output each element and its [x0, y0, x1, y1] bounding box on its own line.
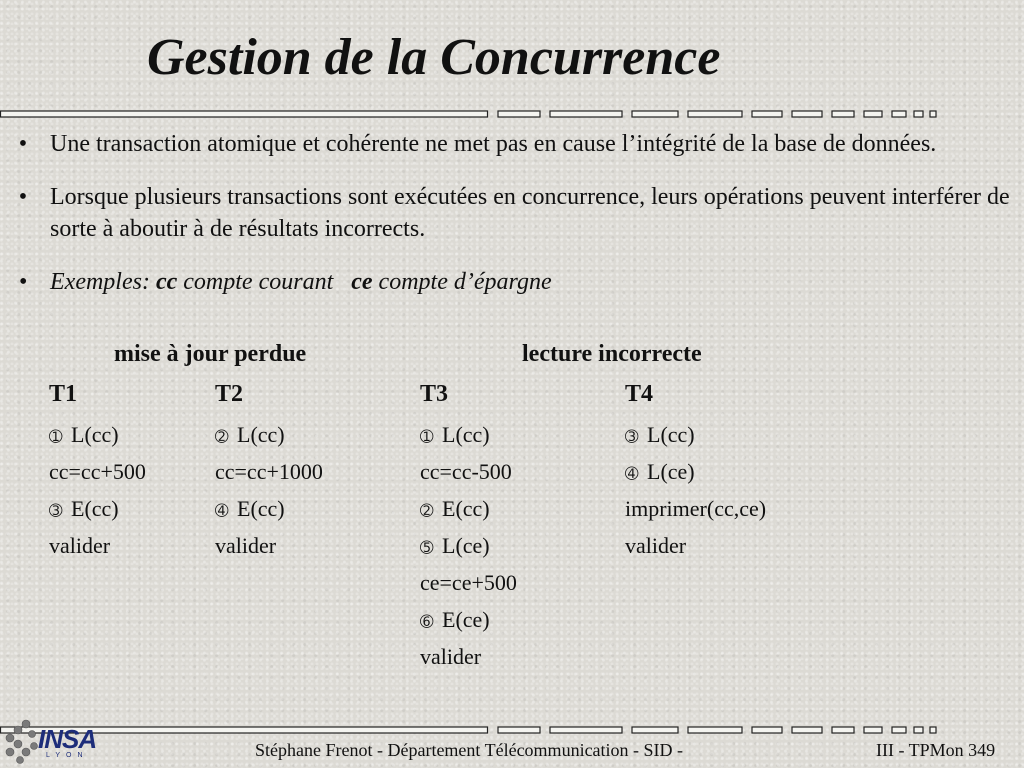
bullet-item [12, 128, 1012, 160]
step-number-icon: ➁ [420, 501, 434, 520]
operation-text: valider [49, 533, 111, 558]
operation-row [625, 496, 766, 533]
operation-text: imprimer(cc,ce) [625, 496, 767, 521]
operation-row [420, 644, 517, 681]
transaction-column-t2 [215, 380, 323, 570]
transaction-column-t3 [420, 380, 517, 681]
step-number-icon: ➅ [420, 612, 434, 631]
bullet-marker: • [18, 131, 28, 157]
step-number-icon: ➃ [625, 464, 639, 483]
step-number-icon: ➂ [49, 501, 63, 520]
transaction-header: T3 [420, 381, 449, 407]
transaction-header: T2 [215, 381, 244, 407]
operation-text: E(cc) [442, 496, 490, 521]
operation-text: L(cc) [442, 422, 490, 447]
operation-text: valider [215, 533, 277, 558]
cc-abbreviation: cc [155, 269, 178, 295]
bottom-divider [0, 726, 940, 734]
step-number-icon: ➂ [625, 427, 639, 446]
bullet-text: Lorsque plusieurs transactions sont exécutées en concurrence, leurs opérations peuvent interférer de sorte à aboutir à de résultats incorrects. [50, 184, 1010, 242]
operation-text: valider [420, 644, 482, 669]
bullet-list [12, 128, 1012, 298]
operation-row [49, 422, 146, 459]
operation-text: L(ce) [442, 533, 490, 558]
operation-row [420, 533, 517, 570]
heading-dirty-read: lecture incorrecte [522, 341, 702, 367]
logo-wordmark: INSA [38, 724, 97, 754]
insa-logo [0, 712, 104, 768]
operation-text: L(cc) [647, 422, 695, 447]
transaction-column-t4 [625, 380, 766, 570]
bullet-text: Une transaction atomique et cohérente ne met pas en cause l’intégrité de la base de données. [50, 131, 937, 157]
transaction-header: T4 [625, 381, 654, 407]
operation-row [420, 422, 517, 459]
operation-text: E(cc) [237, 496, 285, 521]
operation-row [215, 459, 323, 496]
operation-text: E(ce) [442, 607, 490, 632]
bullet-item [12, 181, 1012, 245]
step-number-icon: ➄ [420, 538, 434, 557]
operation-row [420, 496, 517, 533]
footer-author: Stéphane Frenot - Département Télécommunication - SID - [255, 740, 684, 760]
operation-row [625, 422, 766, 459]
operation-row [49, 496, 146, 533]
examples-prefix: Exemples: [50, 269, 156, 295]
ce-abbreviation: ce [351, 269, 373, 295]
examples-item [12, 266, 1012, 298]
step-number-icon: ➁ [215, 427, 229, 446]
heading-lost-update: mise à jour perdue [114, 341, 307, 367]
ce-label: compte d’épargne [372, 269, 552, 295]
operation-row [420, 459, 517, 496]
top-divider [0, 110, 940, 118]
cc-label: compte courant [177, 269, 334, 295]
logo-city: LYON [46, 752, 89, 759]
operation-row [625, 459, 766, 496]
bullet-marker: • [18, 269, 28, 295]
operation-row [215, 533, 323, 570]
operation-text: L(cc) [71, 422, 119, 447]
operation-row [49, 459, 146, 496]
operation-row [420, 607, 517, 644]
operation-row [215, 422, 323, 459]
operation-row [420, 570, 517, 607]
transaction-column-t1 [49, 380, 146, 570]
bullet-marker: • [18, 184, 28, 210]
step-number-icon: ➃ [215, 501, 229, 520]
operation-text: valider [625, 533, 687, 558]
footer-page-number: III - TPMon 349 [876, 740, 996, 760]
slide-title: Gestion de la Concurrence [147, 29, 721, 86]
operation-text: ce=ce+500 [420, 570, 517, 595]
step-number-icon: ➀ [420, 427, 434, 446]
operation-text: cc=cc-500 [420, 459, 512, 484]
operation-row [625, 533, 766, 570]
step-number-icon: ➀ [49, 427, 63, 446]
transaction-header: T1 [49, 381, 78, 407]
operation-row [215, 496, 323, 533]
operation-text: E(cc) [71, 496, 119, 521]
operation-text: cc=cc+500 [49, 459, 146, 484]
operation-row [49, 533, 146, 570]
operation-text: L(ce) [647, 459, 695, 484]
operation-text: cc=cc+1000 [215, 459, 323, 484]
operation-text: L(cc) [237, 422, 285, 447]
